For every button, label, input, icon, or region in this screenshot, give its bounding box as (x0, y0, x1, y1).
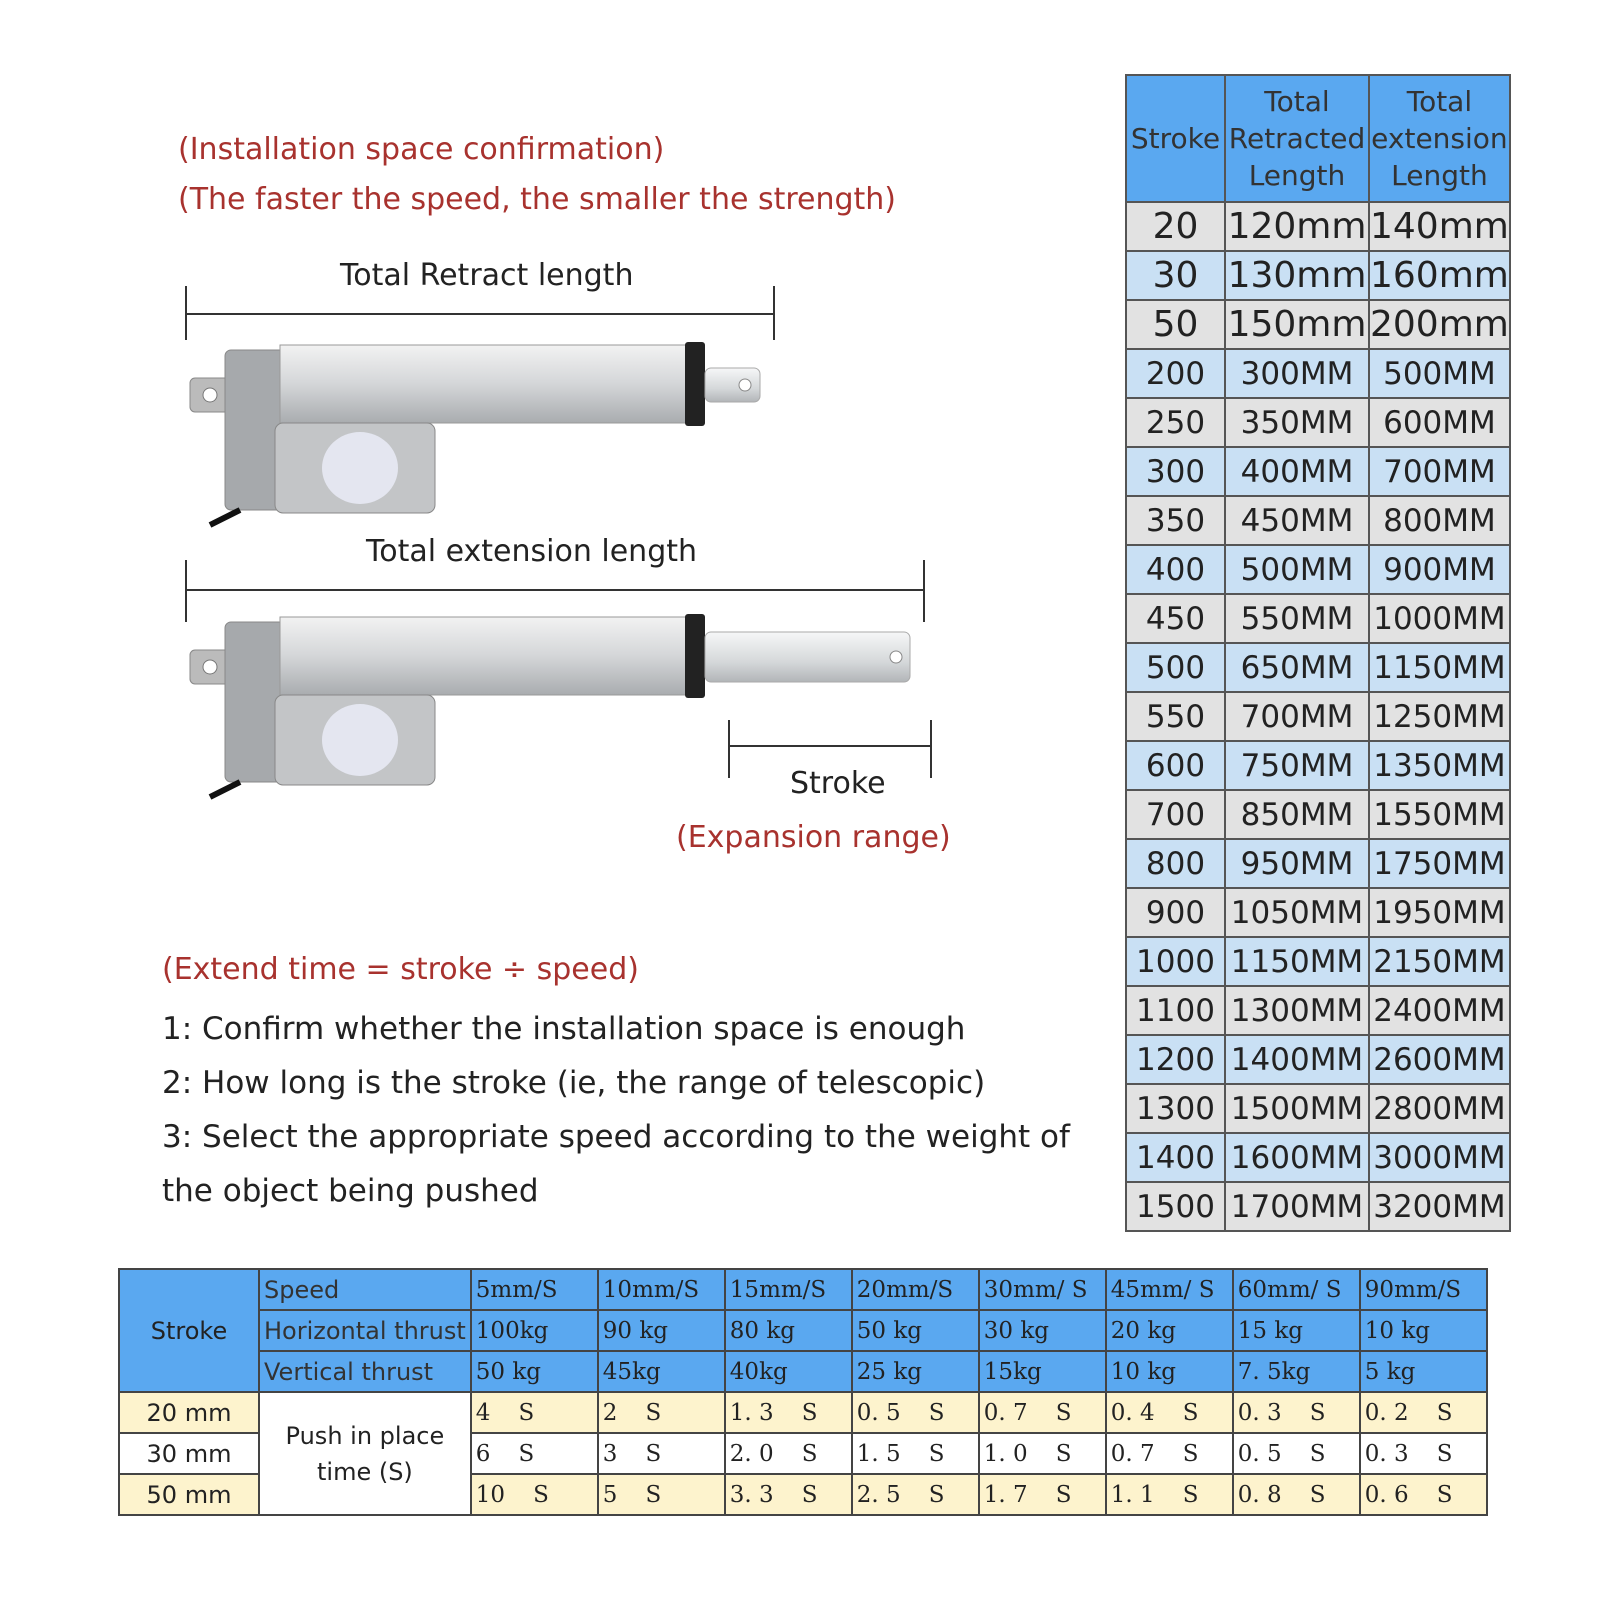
stroke-cell: 1000 (1126, 937, 1225, 986)
horizontal-thrust-cell: 80 kg (725, 1310, 852, 1351)
push-time-cell (1233, 1474, 1360, 1515)
push-time-value: 0. 5 (1237, 1440, 1282, 1467)
push-time-cell (1106, 1474, 1233, 1515)
retracted-length-cell: 550MM (1225, 594, 1369, 643)
speed-cell: 30mm/ S (979, 1269, 1106, 1310)
length-table-row (1126, 1182, 1510, 1231)
seconds-unit: S (928, 1399, 945, 1426)
retracted-length-cell: 350MM (1225, 398, 1369, 447)
seconds-unit: S (1182, 1440, 1199, 1467)
push-time-cell (979, 1433, 1106, 1474)
seconds-unit: S (645, 1481, 662, 1508)
push-time-value: 0. 6 (1364, 1481, 1409, 1508)
stroke-cell: 1500 (1126, 1182, 1225, 1231)
stroke-cell: 50 (1126, 300, 1225, 349)
seconds-unit: S (1436, 1481, 1453, 1508)
push-time-value: 0. 3 (1364, 1440, 1409, 1467)
push-time-cell (852, 1474, 979, 1515)
push-time-cell (852, 1433, 979, 1474)
extension-length-cell: 1350MM (1369, 741, 1510, 790)
push-time-cell (725, 1474, 852, 1515)
push-time-cell (1360, 1392, 1487, 1433)
seconds-unit: S (1309, 1481, 1326, 1508)
push-time-cell (725, 1392, 852, 1433)
push-time-cell (725, 1433, 852, 1474)
speed-cell: 10mm/S (598, 1269, 725, 1310)
push-time-value: 2. 0 (729, 1440, 774, 1467)
stroke-cell: 700 (1126, 790, 1225, 839)
length-table (1125, 74, 1511, 1232)
extension-length-cell: 1550MM (1369, 790, 1510, 839)
retracted-length-cell: 1300MM (1225, 986, 1369, 1035)
retracted-length-cell: 1700MM (1225, 1182, 1369, 1231)
push-time-cell (1233, 1392, 1360, 1433)
extension-length-cell: 800MM (1369, 496, 1510, 545)
extension-length-cell: 3000MM (1369, 1133, 1510, 1182)
push-time-value: 3 (602, 1440, 618, 1467)
push-time-cell (1106, 1433, 1233, 1474)
extension-length-cell: 600MM (1369, 398, 1510, 447)
length-table-row (1126, 1035, 1510, 1084)
seconds-unit: S (1309, 1399, 1326, 1426)
header-retracted-length: Total Retracted Length (1225, 75, 1369, 202)
length-table-row (1126, 692, 1510, 741)
retracted-length-cell: 850MM (1225, 790, 1369, 839)
stroke-cell: 1100 (1126, 986, 1225, 1035)
header-stroke: Stroke (1126, 75, 1225, 202)
retracted-length-cell: 650MM (1225, 643, 1369, 692)
vertical-thrust-cell: 15kg (979, 1351, 1106, 1392)
retracted-length-cell: 500MM (1225, 545, 1369, 594)
horizontal-thrust-cell: 15 kg (1233, 1310, 1360, 1351)
push-time-value: 0. 3 (1237, 1399, 1282, 1426)
extension-length-cell: 2150MM (1369, 937, 1510, 986)
push-time-value: 5 (602, 1481, 618, 1508)
seconds-unit: S (928, 1481, 945, 1508)
push-time-value: 10 (475, 1481, 506, 1508)
push-time-cell (979, 1474, 1106, 1515)
speed-strength-note: (The faster the speed, the smaller the strength) (178, 182, 897, 217)
seconds-unit: S (1055, 1399, 1072, 1426)
stroke-cell: 450 (1126, 594, 1225, 643)
extension-length-cell: 1250MM (1369, 692, 1510, 741)
vertical-thrust-cell: 50 kg (471, 1351, 598, 1392)
stroke-row-label: 50 mm (119, 1474, 259, 1515)
extension-length-cell: 140mm (1369, 202, 1510, 251)
length-table-row (1126, 545, 1510, 594)
length-table-row (1126, 790, 1510, 839)
push-time-value: 0. 4 (1110, 1399, 1155, 1426)
push-time-cell (598, 1433, 725, 1474)
seconds-unit: S (645, 1440, 662, 1467)
vertical-thrust-cell: 40kg (725, 1351, 852, 1392)
push-time-value: 0. 8 (1237, 1481, 1282, 1508)
push-time-value: 2 (602, 1399, 618, 1426)
seconds-unit: S (1309, 1440, 1326, 1467)
push-time-cell (1360, 1433, 1487, 1474)
extension-length-cell: 200mm (1369, 300, 1510, 349)
instruction-list (162, 1002, 1082, 1218)
speed-cell: 45mm/ S (1106, 1269, 1233, 1310)
length-table-row (1126, 447, 1510, 496)
stroke-cell: 20 (1126, 202, 1225, 251)
speed-table-body (119, 1392, 1487, 1515)
push-time-label: Push in place time (S) (259, 1392, 471, 1515)
install-note: (Installation space confirmation) (178, 132, 665, 167)
length-table-row (1126, 398, 1510, 447)
length-table-row (1126, 937, 1510, 986)
push-time-cell (979, 1392, 1106, 1433)
length-table-row (1126, 496, 1510, 545)
length-table-row (1126, 1084, 1510, 1133)
horizontal-thrust-cell: 90 kg (598, 1310, 725, 1351)
extension-length-cell: 500MM (1369, 349, 1510, 398)
length-table-row (1126, 741, 1510, 790)
speed-cell: 5mm/S (471, 1269, 598, 1310)
speed-cell: 15mm/S (725, 1269, 852, 1310)
seconds-unit: S (1436, 1399, 1453, 1426)
instruction-step-3: 3: Select the appropriate speed according to the weight of the object being pushed (162, 1119, 1070, 1209)
length-table-row (1126, 300, 1510, 349)
instruction-step-2: 2: How long is the stroke (ie, the range of telescopic) (162, 1065, 986, 1101)
horizontal-thrust-cell: 20 kg (1106, 1310, 1233, 1351)
length-table-row (1126, 888, 1510, 937)
push-time-cell (471, 1474, 598, 1515)
push-time-value: 4 (475, 1399, 491, 1426)
stroke-cell: 500 (1126, 643, 1225, 692)
speed-table-stroke-header: Stroke (119, 1269, 259, 1392)
retract-dimension-line (180, 280, 780, 340)
length-table-row (1126, 202, 1510, 251)
stroke-cell: 400 (1126, 545, 1225, 594)
retracted-length-cell: 400MM (1225, 447, 1369, 496)
expansion-range-label: (Expansion range) (676, 820, 951, 855)
seconds-unit: S (1182, 1399, 1199, 1426)
push-time-value: 1. 3 (729, 1399, 774, 1426)
stroke-row-label: 30 mm (119, 1433, 259, 1474)
push-time-value: 0. 7 (1110, 1440, 1155, 1467)
stroke-cell: 550 (1126, 692, 1225, 741)
seconds-unit: S (1055, 1481, 1072, 1508)
extension-length-cell: 3200MM (1369, 1182, 1510, 1231)
retracted-length-cell: 1400MM (1225, 1035, 1369, 1084)
stroke-cell: 1400 (1126, 1133, 1225, 1182)
push-time-value: 0. 2 (1364, 1399, 1409, 1426)
retracted-length-cell: 300MM (1225, 349, 1369, 398)
push-time-value: 0. 5 (856, 1399, 901, 1426)
push-time-value: 0. 7 (983, 1399, 1028, 1426)
retracted-length-cell: 130mm (1225, 251, 1369, 300)
seconds-unit: S (518, 1399, 535, 1426)
stroke-cell: 600 (1126, 741, 1225, 790)
stroke-cell: 1200 (1126, 1035, 1225, 1084)
extension-length-cell: 160mm (1369, 251, 1510, 300)
vertical-thrust-cell: 7. 5kg (1233, 1351, 1360, 1392)
stroke-cell: 300 (1126, 447, 1225, 496)
vertical-thrust-cell: 25 kg (852, 1351, 979, 1392)
extend-time-formula: (Extend time = stroke ÷ speed) (162, 952, 639, 987)
actuator-retracted-image (180, 340, 780, 540)
extension-length-cell: 1000MM (1369, 594, 1510, 643)
push-time-cell (471, 1392, 598, 1433)
push-time-cell (1360, 1474, 1487, 1515)
speed-cell: 90mm/S (1360, 1269, 1487, 1310)
header-extension-length: Total extension Length (1369, 75, 1510, 202)
retracted-length-cell: 120mm (1225, 202, 1369, 251)
stroke-cell: 800 (1126, 839, 1225, 888)
stroke-label: Stroke (790, 766, 886, 801)
retracted-length-cell: 1050MM (1225, 888, 1369, 937)
stroke-cell: 350 (1126, 496, 1225, 545)
speed-label: Speed (259, 1269, 471, 1310)
length-table-row (1126, 986, 1510, 1035)
vertical-thrust-cell: 45kg (598, 1351, 725, 1392)
push-time-value: 2. 5 (856, 1481, 901, 1508)
vertical-thrust-cell: 5 kg (1360, 1351, 1487, 1392)
seconds-unit: S (1436, 1440, 1453, 1467)
speed-cell: 20mm/S (852, 1269, 979, 1310)
length-table-row (1126, 643, 1510, 692)
instruction-step-1: 1: Confirm whether the installation space is enough (162, 1011, 966, 1047)
seconds-unit: S (645, 1399, 662, 1426)
push-time-value: 1. 1 (1110, 1481, 1155, 1508)
push-time-value: 6 (475, 1440, 491, 1467)
extension-length-label: Total extension length (366, 534, 698, 569)
speed-table-row (119, 1392, 1487, 1433)
seconds-unit: S (1055, 1440, 1072, 1467)
retract-length-label: Total Retract length (340, 258, 634, 293)
push-time-value: 1. 7 (983, 1481, 1028, 1508)
stroke-cell: 250 (1126, 398, 1225, 447)
speed-table (118, 1268, 1488, 1516)
extension-length-cell: 1750MM (1369, 839, 1510, 888)
retracted-length-cell: 150mm (1225, 300, 1369, 349)
push-time-cell (598, 1474, 725, 1515)
retracted-length-cell: 950MM (1225, 839, 1369, 888)
seconds-unit: S (533, 1481, 549, 1508)
length-table-row (1126, 594, 1510, 643)
retracted-length-cell: 450MM (1225, 496, 1369, 545)
push-time-value: 3. 3 (729, 1481, 774, 1508)
extension-length-cell: 1950MM (1369, 888, 1510, 937)
length-table-body (1126, 202, 1510, 1231)
stroke-cell: 200 (1126, 349, 1225, 398)
horizontal-thrust-cell: 10 kg (1360, 1310, 1487, 1351)
horizontal-thrust-cell: 50 kg (852, 1310, 979, 1351)
stroke-row-label: 20 mm (119, 1392, 259, 1433)
stroke-cell: 30 (1126, 251, 1225, 300)
vertical-thrust-cell: 10 kg (1106, 1351, 1233, 1392)
push-time-cell (1106, 1392, 1233, 1433)
push-time-value: 1. 5 (856, 1440, 901, 1467)
horizontal-thrust-cell: 30 kg (979, 1310, 1106, 1351)
length-table-row (1126, 349, 1510, 398)
length-table-row (1126, 1133, 1510, 1182)
retracted-length-cell: 1600MM (1225, 1133, 1369, 1182)
extension-length-cell: 2600MM (1369, 1035, 1510, 1084)
push-time-value: 1. 0 (983, 1440, 1028, 1467)
seconds-unit: S (801, 1440, 818, 1467)
retracted-length-cell: 1150MM (1225, 937, 1369, 986)
length-table-row (1126, 839, 1510, 888)
push-time-cell (598, 1392, 725, 1433)
seconds-unit: S (801, 1399, 818, 1426)
extension-length-cell: 900MM (1369, 545, 1510, 594)
extension-length-cell: 2400MM (1369, 986, 1510, 1035)
extension-length-cell: 1150MM (1369, 643, 1510, 692)
push-time-cell (852, 1392, 979, 1433)
seconds-unit: S (1182, 1481, 1199, 1508)
seconds-unit: S (801, 1481, 818, 1508)
seconds-unit: S (518, 1440, 535, 1467)
retracted-length-cell: 700MM (1225, 692, 1369, 741)
seconds-unit: S (928, 1440, 945, 1467)
extension-length-cell: 2800MM (1369, 1084, 1510, 1133)
stroke-cell: 1300 (1126, 1084, 1225, 1133)
horizontal-thrust-cell: 100kg (471, 1310, 598, 1351)
push-time-cell (471, 1433, 598, 1474)
speed-cell: 60mm/ S (1233, 1269, 1360, 1310)
extension-length-cell: 700MM (1369, 447, 1510, 496)
length-table-row (1126, 251, 1510, 300)
retracted-length-cell: 750MM (1225, 741, 1369, 790)
horizontal-thrust-label: Horizontal thrust (259, 1310, 471, 1351)
push-time-cell (1233, 1433, 1360, 1474)
vertical-thrust-label: Vertical thrust (259, 1351, 471, 1392)
retracted-length-cell: 1500MM (1225, 1084, 1369, 1133)
stroke-cell: 900 (1126, 888, 1225, 937)
